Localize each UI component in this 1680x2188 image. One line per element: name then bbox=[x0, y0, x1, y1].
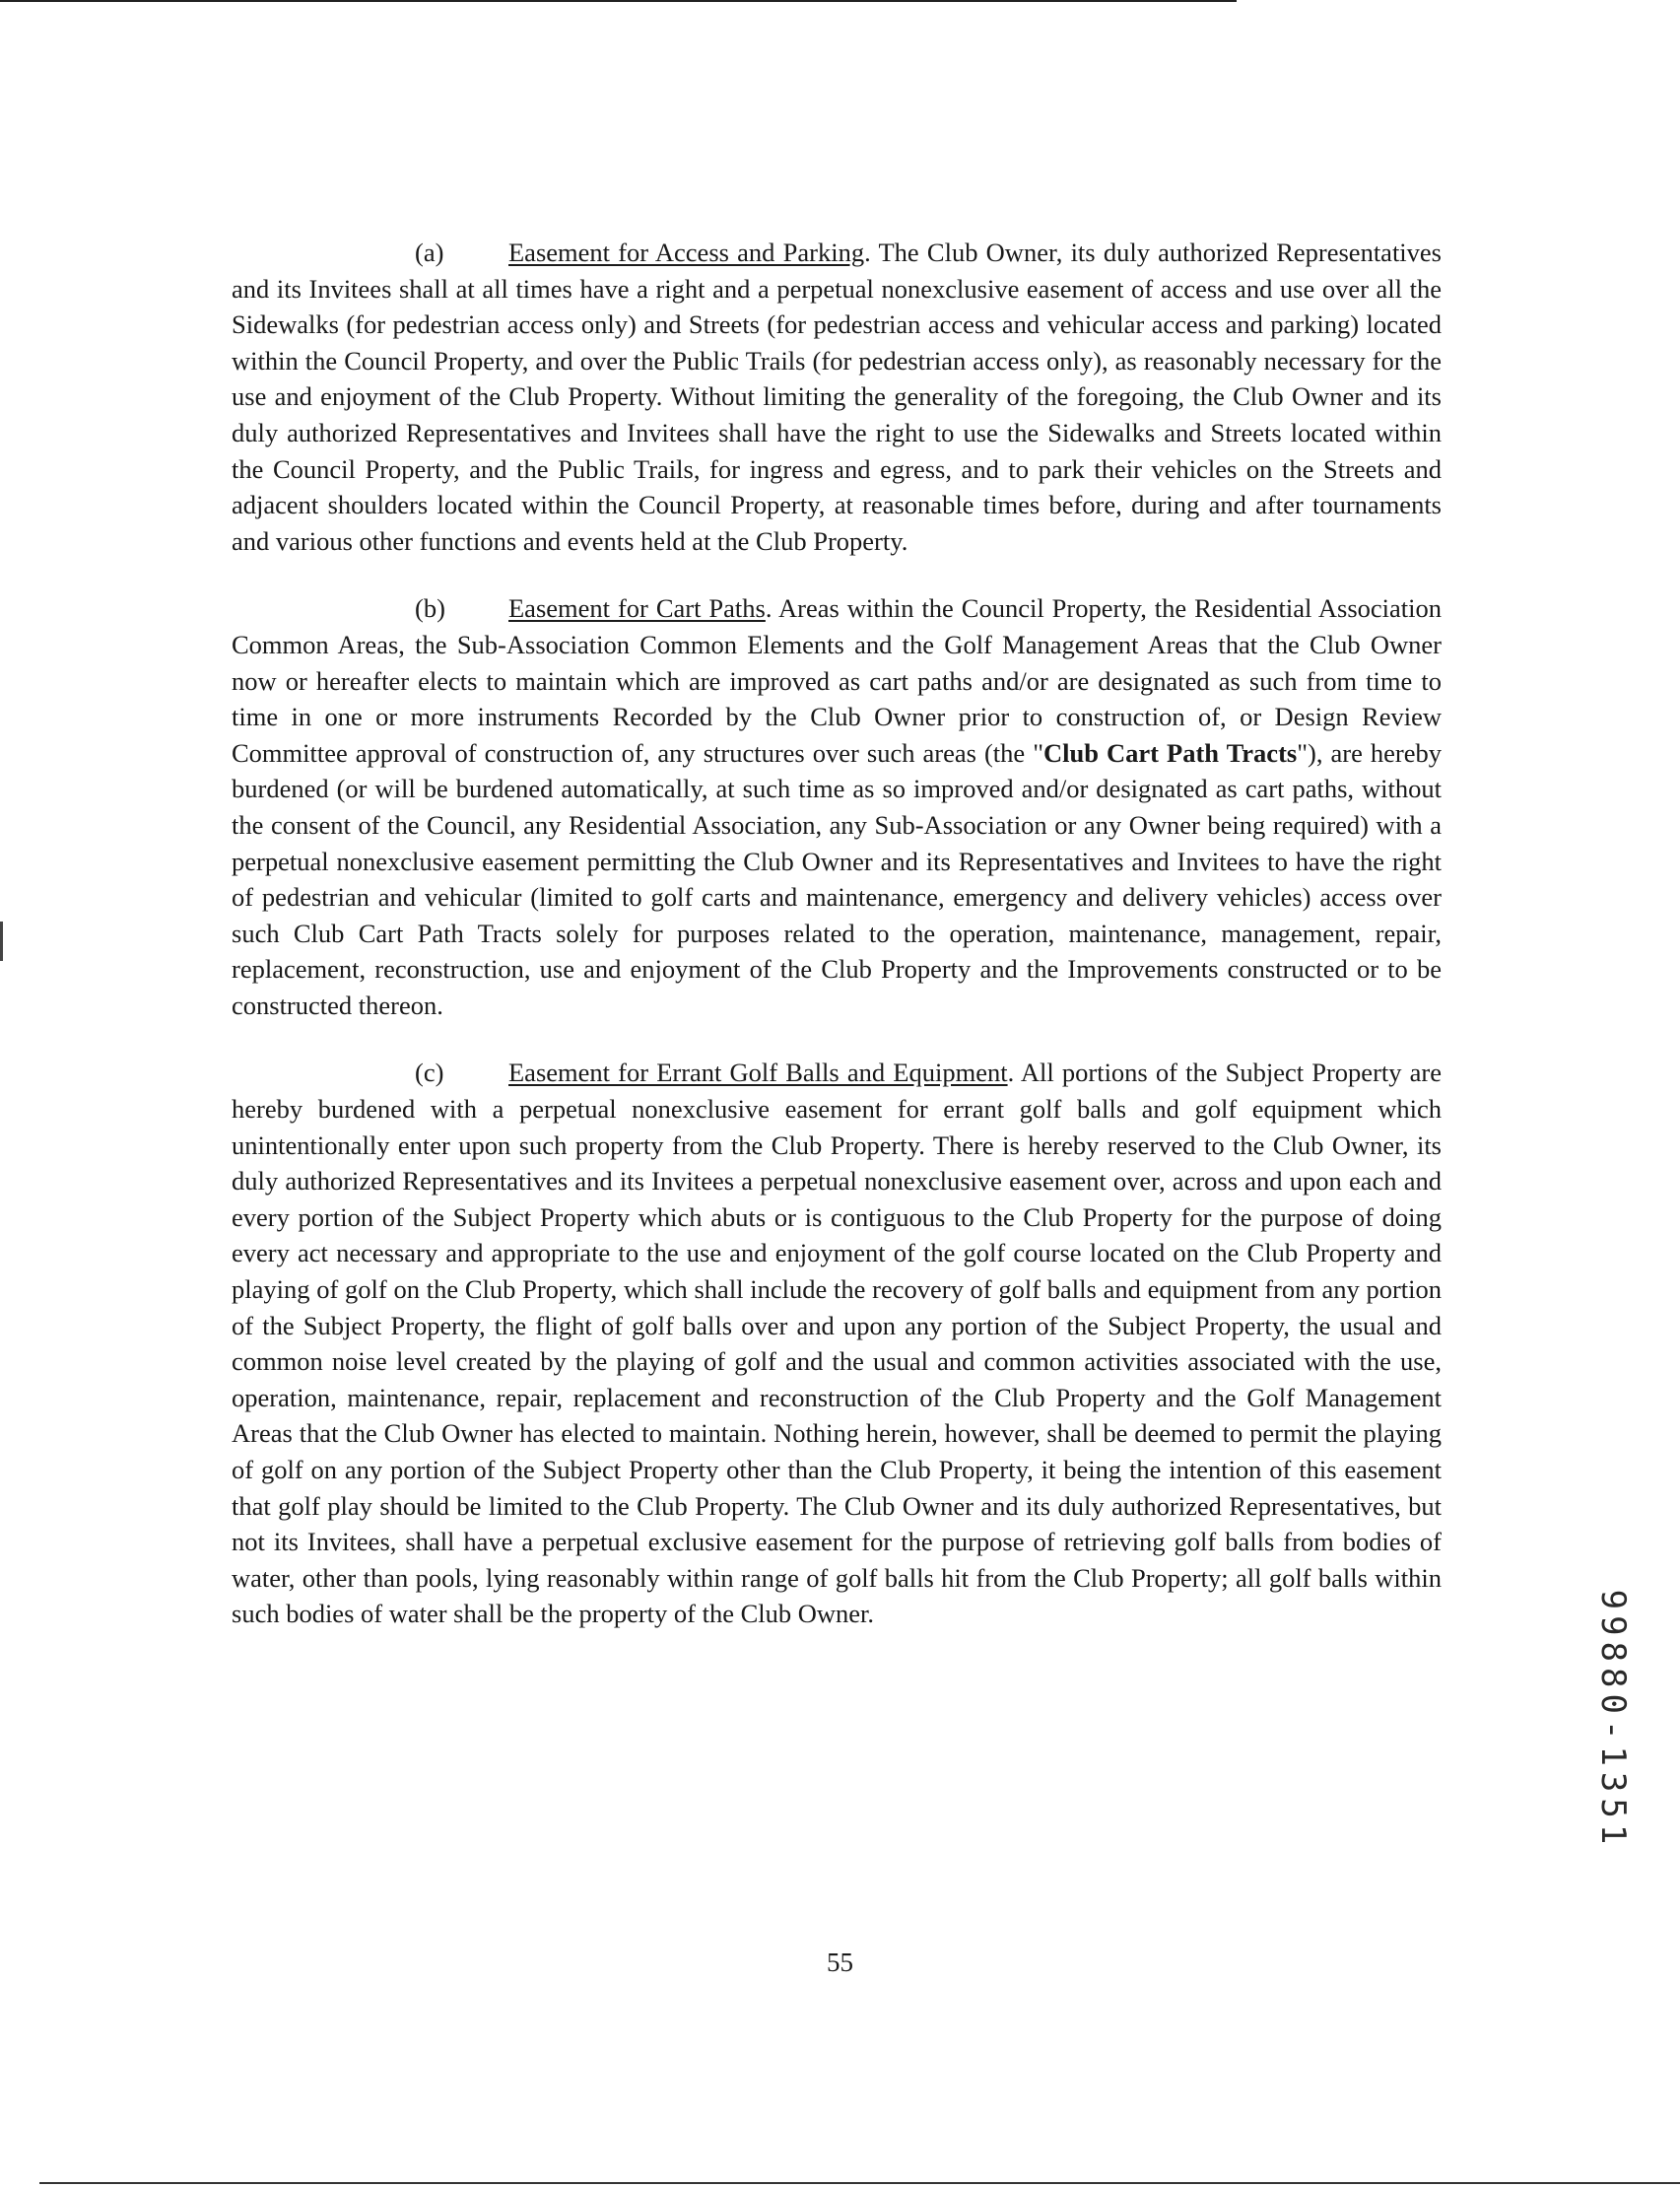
paragraph-text-continued: "), are hereby burdened (or will be burdened automatically, at such time as so improved and/or designated as cart paths, without the consent of the Council, any Residential Association, any Sub-Association or any Owner being required) with a perpetual nonexclusive easement permitting the Club Owner and its Representatives and Invitees to have the right of pedestrian and vehicular (limited to golf carts and maintenance, emergency and delivery vehicles) access over such Club Cart Path Tracts solely for purposes related to the operation, maintenance, management, repair, replacement, reconstruction, use and enjoyment of the Club Property and the Improvements constructed or to be constructed thereon. bbox=[232, 737, 1443, 1020]
paragraph-label: (b) bbox=[415, 593, 445, 624]
paragraph-text: . The Club Owner, its duly authorized Representatives and its Invitees shall at all times have a right and a perpetual nonexclusive easement of access and use over all the Sidewalks (for pedestrian access only) and Streets (for pedestrian access and vehicular access and parking) located within the Council Property, and over the Public Trails (for pedestrian access only), as reasonably necessary for the use and enjoyment of the Club Property. Without limiting the generality of the foregoing, the Club Owner and its duly authorized Representatives and Invitees shall have the right to use the Sidewalks and Streets located within the Council Property, and the Public Trails, for ingress and egress, and to park their vehicles on the Streets and adjacent shoulders located within the Council Property, at reasonable times before, during and after tournaments and various other functions and events held at the Club Property. bbox=[232, 238, 1442, 556]
document-stamp-number: 99880-1351 bbox=[1593, 1589, 1633, 1851]
paragraph-text: . All portions of the Subject Property are hereby burdened with a perpetual nonexclusive easement for errant golf balls and golf equipment which unintentionally enter upon such property from the Club Property. There is hereby reserved to the Club Owner, its duly authorized Representatives and its Invitees a perpetual nonexclusive easement over, across and upon each and every portion of the Subject Property which abuts or is contiguous to the Club Property for the purpose of doing every act necessary and appropriate to the use and enjoyment of the golf course located on the Club Property and playing of golf on the Club Property, which shall include the recovery of golf balls and equipment from any portion of the Subject Property, the flight of golf balls over and upon any portion of the Subject Property, the usual and common noise level created by the playing of golf and the usual and common activities associated with the use, operation, maintenance, repair, replacement and reconstruction of the Club Property and the Golf Management Areas that the Club Owner has elected to maintain. Nothing herein, however, shall be deemed to permit the playing of golf on any portion of the Subject Property other than the Club Property, it being the intention of this easement that golf play should be limited to the Club Property. The Club Owner and its duly authorized Representatives, but not its Invitees, shall have a perpetual exclusive easement for the purpose of retrieving golf balls from bodies of water, other than pools, lying reasonably within range of golf balls hit from the Club Property; all golf balls within such bodies of water shall be the property of the Club Owner. bbox=[232, 1058, 1442, 1629]
paragraph-text: . Areas within the Council Property, the Residential Association Common Areas, the Sub-Association Common Elements and the Golf Management Areas that the Club Owner now or hereafter elects to maintain which are improved as cart paths and/or are designated as such from time to time in one or more instruments Recorded by the Club Owner prior to construction of, or Design Review Committee approval of construction of, any structures over such areas (the " bbox=[232, 593, 1442, 768]
page-number: 55 bbox=[827, 1948, 853, 1977]
defined-term: Club Cart Path Tracts bbox=[1043, 737, 1298, 768]
paragraph-b bbox=[232, 590, 1442, 1023]
paragraph-heading: Easement for Errant Golf Balls and Equipment bbox=[508, 1058, 1008, 1088]
paragraph-label: (c) bbox=[415, 1058, 444, 1088]
paragraph-label: (a) bbox=[415, 238, 444, 267]
left-margin-mark bbox=[0, 922, 3, 961]
paragraph-heading: Easement for Cart Paths bbox=[508, 593, 766, 624]
document-body bbox=[232, 235, 1442, 1664]
document-stamp bbox=[1588, 1587, 1638, 1853]
paragraph-c bbox=[232, 1055, 1442, 1632]
paragraph-heading: Easement for Access and Parking bbox=[508, 238, 865, 267]
paragraph-a bbox=[232, 235, 1442, 559]
top-border-line bbox=[0, 0, 1237, 2]
bottom-border-line bbox=[39, 2182, 1680, 2184]
